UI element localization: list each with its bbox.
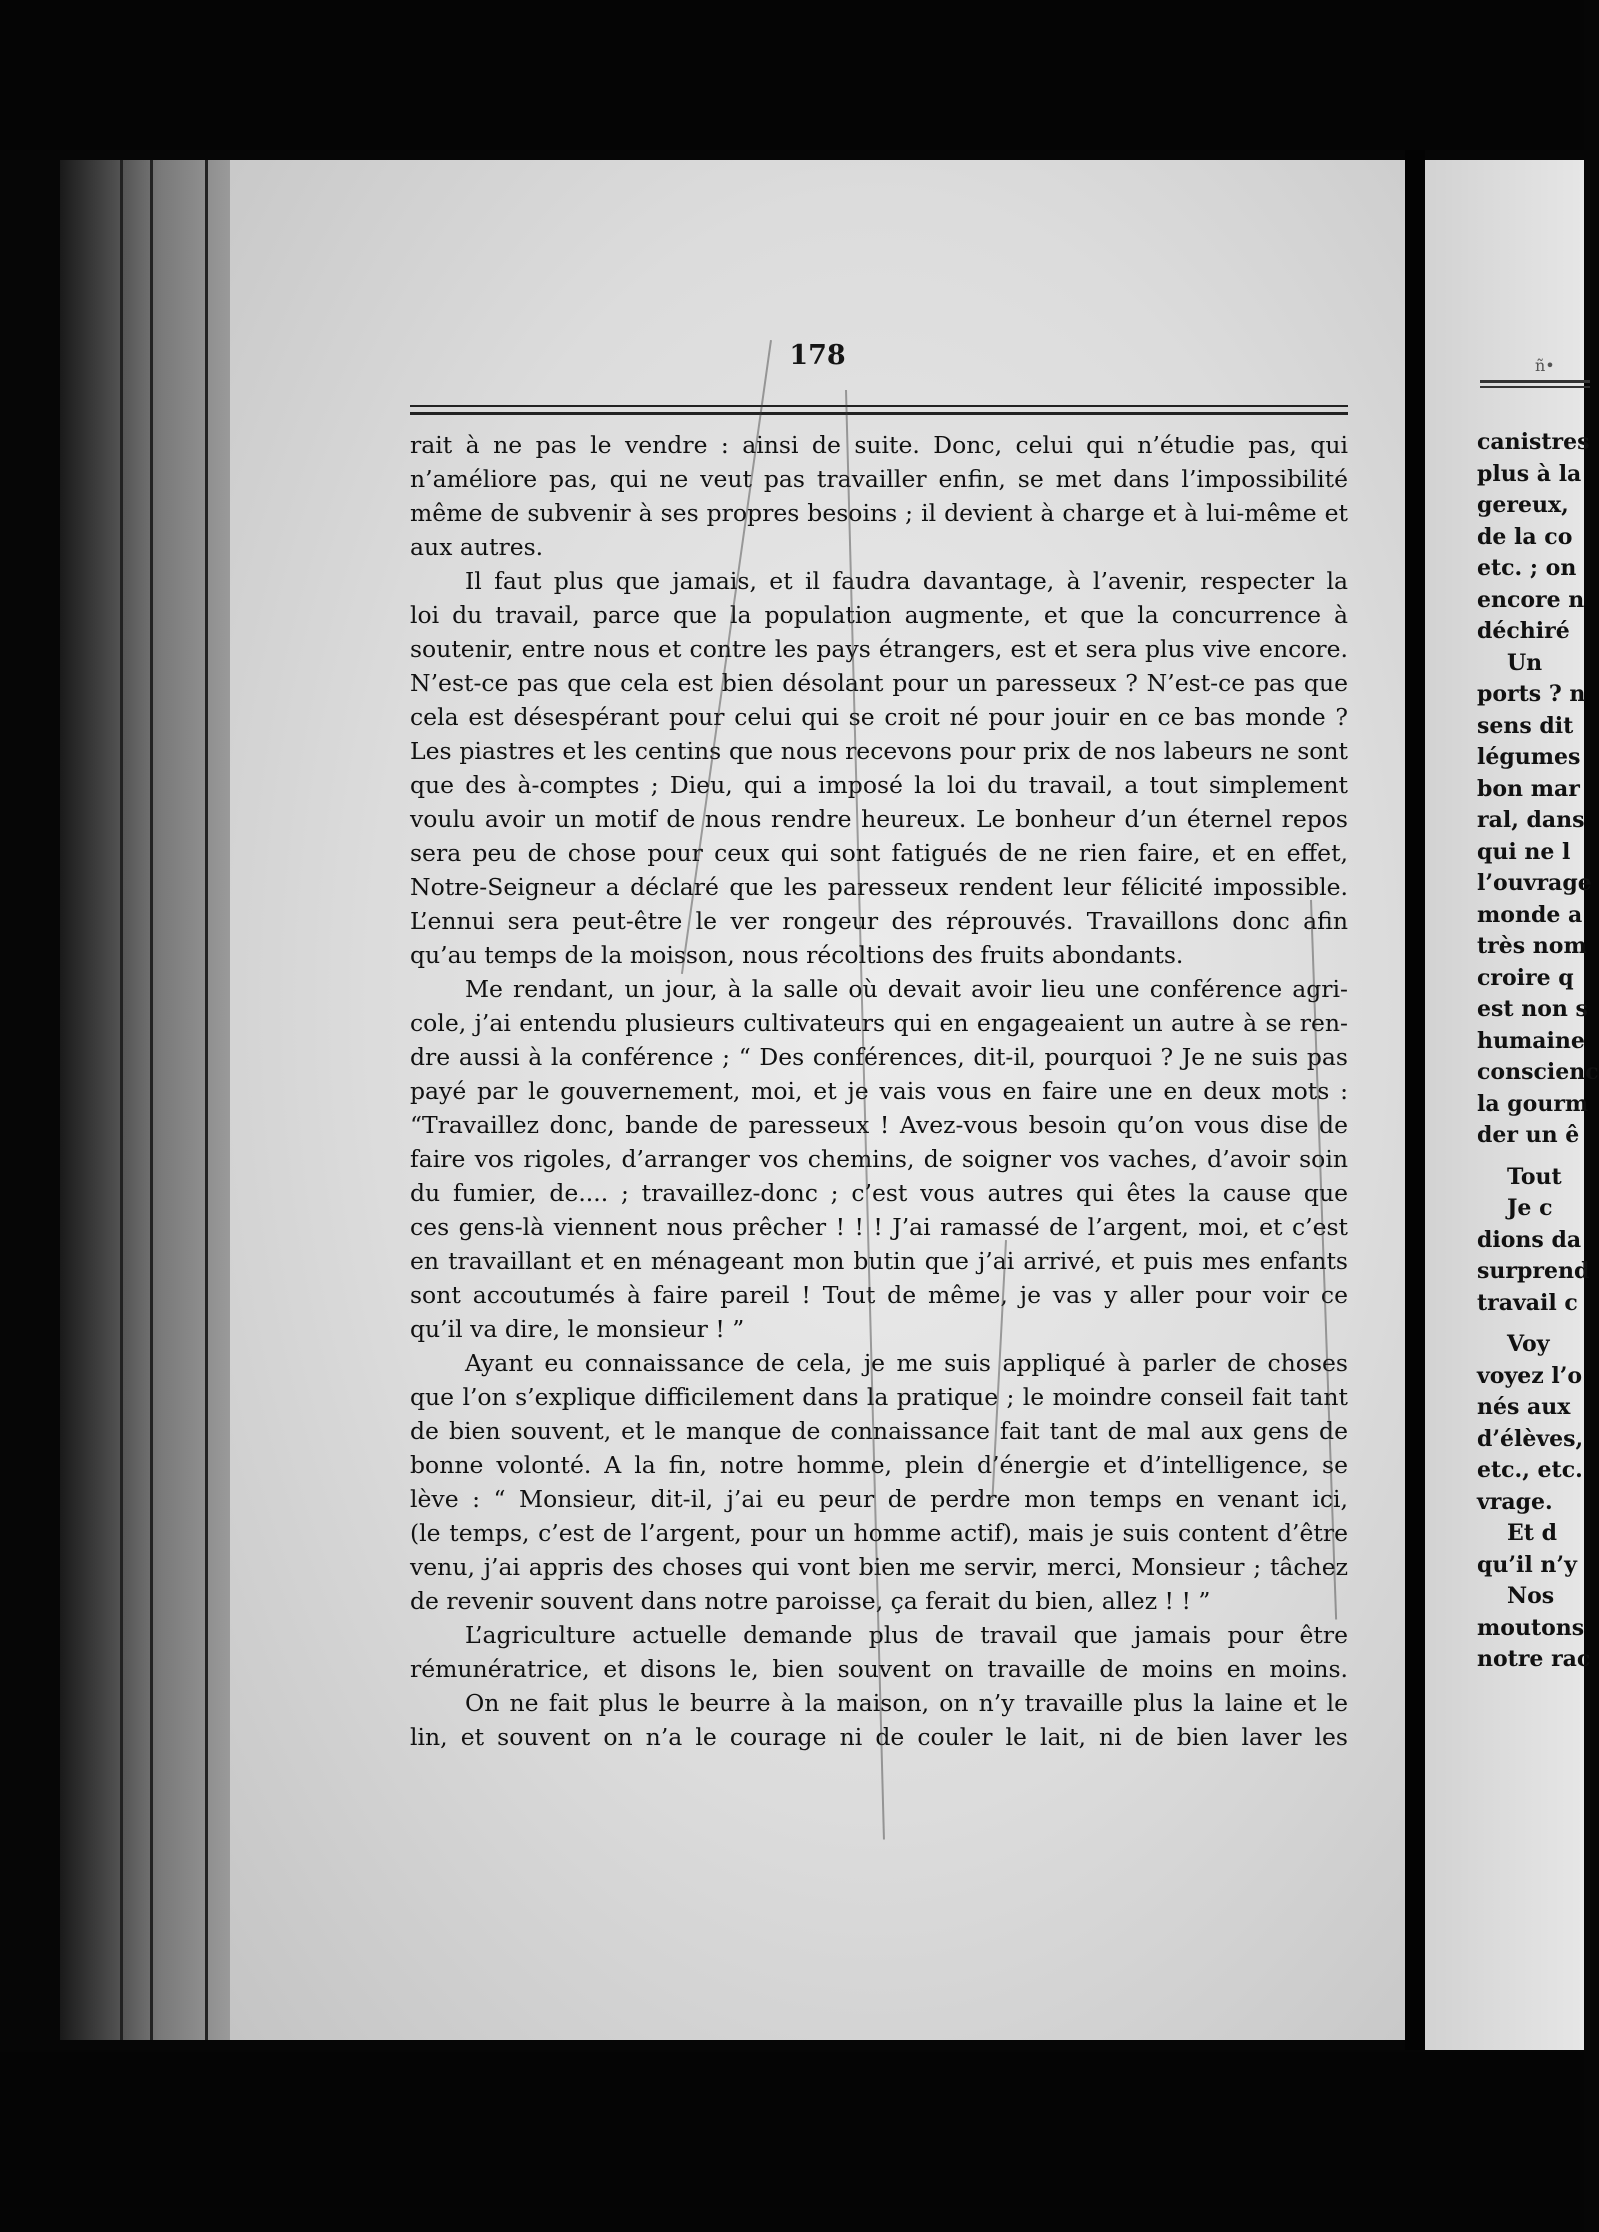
text-line-fragment: Tout [1507, 1163, 1562, 1190]
text-line-fragment: dions da [1477, 1226, 1582, 1253]
text-line-fragment: gereux, [1477, 492, 1569, 518]
scan-border-top [0, 0, 1584, 150]
text-line: cela est désespérant pour celui qui se croit né pour jouir en ce bas monde ? [410, 703, 1348, 731]
text-line: Il faut plus que jamais, et il faudra davantage, à l’avenir, respecter la [465, 567, 1348, 595]
text-line: L’agriculture actuelle demande plus de travail que jamais pour être [465, 1621, 1348, 1649]
text-line: rémunératrice, et disons le, bien souvent on travaille de moins en moins. [410, 1655, 1348, 1683]
text-line: soutenir, entre nous et contre les pays étrangers, est et sera plus vive encore. [410, 635, 1348, 663]
text-line-fragment: surprend [1477, 1258, 1590, 1284]
text-line-fragment: légumes [1477, 744, 1581, 770]
text-line-fragment: Voy [1507, 1331, 1550, 1357]
book-gutter [1405, 150, 1425, 2050]
scan-border-bottom [0, 2052, 1584, 2232]
text-line-fragment: travail c [1477, 1289, 1578, 1316]
text-line-fragment: de la co [1477, 523, 1573, 550]
page-edge-line [120, 160, 123, 2040]
text-line-fragment: qui ne l [1477, 838, 1571, 865]
header-rule [410, 405, 1348, 407]
page-edge-line [205, 160, 208, 2040]
text-line: en travaillant et en ménageant mon butin que j’ai arrivé, et puis mes enfants [410, 1247, 1348, 1275]
page-body-text [410, 428, 1348, 1754]
text-line-fragment: notre rac [1477, 1646, 1591, 1672]
text-line-fragment: est non s [1477, 996, 1588, 1022]
text-line-fragment: qu’il n’y [1477, 1551, 1577, 1578]
text-line-fragment: Et d [1507, 1520, 1557, 1546]
text-line: du fumier, de.... ; travaillez-donc ; c’est vous autres qui êtes la cause que [410, 1179, 1348, 1207]
text-line: Les piastres et les centins que nous recevons pour prix de nos labeurs ne sont [410, 737, 1348, 765]
text-line: que des à-comptes ; Dieu, qui a imposé la loi du travail, a tout simplement [410, 771, 1348, 799]
text-line-fragment: plus à la [1477, 460, 1582, 487]
text-line-fragment: etc., etc. [1477, 1457, 1583, 1483]
text-line-fragment: der un ê [1477, 1122, 1580, 1148]
text-line-fragment: vrage. [1477, 1488, 1553, 1515]
text-line-fragment: monde a [1477, 901, 1583, 928]
text-line: payé par le gouvernement, moi, et je vais vous en faire une en deux mots : [410, 1077, 1348, 1105]
text-line-fragment: etc. ; on [1477, 555, 1577, 581]
text-line: rait à ne pas le vendre : ainsi de suite. Donc, celui qui n’étudie pas, qui [410, 431, 1348, 459]
text-line: On ne fait plus le beurre à la maison, on n’y travaille plus la laine et le [465, 1689, 1348, 1717]
text-line: “Travaillez donc, bande de paresseux ! Avez-vous besoin qu’on vous dise de [410, 1111, 1348, 1139]
text-line: ces gens-là viennent nous prêcher ! ! ! J’ai ramassé de l’argent, moi, et c’est [410, 1213, 1348, 1241]
text-line: L’ennui sera peut-être le ver rongeur des réprouvés. Travaillons donc afin [410, 907, 1348, 935]
header-rule-double [410, 412, 1348, 415]
text-line: lin, et souvent on n’a le courage ni de couler le lait, ni de bien laver les [410, 1723, 1348, 1751]
text-line: N’est-ce pas que cela est bien désolant pour un paresseux ? N’est-ce pas que [410, 669, 1348, 697]
right-page-number-fragment: ñ• [1535, 356, 1555, 375]
text-line: sont accoutumés à faire pareil ! Tout de même, je vas y aller pour voir ce [410, 1281, 1348, 1309]
right-header-rule-double [1480, 386, 1590, 388]
text-line: dre aussi à la conférence ; “ Des conférences, dit-il, pourquoi ? Je ne suis pas [410, 1043, 1348, 1071]
right-page-body-text [1477, 427, 1599, 1676]
text-line-fragment: d’élèves, [1477, 1425, 1584, 1452]
text-line: qu’au temps de la moisson, nous récoltions des fruits abondants. [410, 941, 1184, 969]
left-page [230, 160, 1405, 2040]
text-line-fragment: canistres [1477, 429, 1590, 455]
text-line: loi du travail, parce que la population augmente, et que la concurrence à [410, 601, 1348, 629]
text-line: de bien souvent, et le manque de connaissance fait tant de mal aux gens de [410, 1417, 1348, 1445]
text-line-fragment: voyez l’o [1477, 1362, 1583, 1389]
text-line: Me rendant, un jour, à la salle où devait avoir lieu une conférence agri- [465, 975, 1348, 1003]
text-line: que l’on s’explique difficilement dans la pratique ; le moindre conseil fait tant [410, 1383, 1348, 1411]
text-line: aux autres. [410, 533, 544, 561]
text-line: qu’il va dire, le monsieur ! ” [410, 1315, 745, 1343]
text-line: venu, j’ai appris des choses qui vont bien me servir, merci, Monsieur ; tâchez [410, 1553, 1348, 1581]
text-line-fragment: Je c [1507, 1195, 1553, 1221]
text-line: voulu avoir un motif de nous rendre heureux. Le bonheur d’un éternel repos [410, 805, 1348, 833]
text-line: (le temps, c’est de l’argent, pour un homme actif), mais je suis content d’être [410, 1519, 1348, 1547]
text-line: lève : “ Monsieur, dit-il, j’ai eu peur de perdre mon temps en venant ici, [410, 1485, 1348, 1513]
text-line: Ayant eu connaissance de cela, je me suis appliqué à parler de choses [465, 1349, 1348, 1377]
text-line: faire vos rigoles, d’arranger vos chemins, de soigner vos vaches, d’avoir soin [410, 1145, 1348, 1173]
text-line: sera peu de chose pour ceux qui sont fatigués de ne rien faire, et en effet, [410, 839, 1348, 867]
text-line-fragment: ports ? n [1477, 681, 1586, 707]
text-line-fragment: très nom [1477, 933, 1587, 959]
text-line-fragment: déchiré [1477, 618, 1570, 644]
text-line-fragment: Un [1507, 649, 1543, 676]
text-line: même de subvenir à ses propres besoins ; il devient à charge et à lui-même et [410, 499, 1348, 527]
text-line-fragment: croire q [1477, 964, 1574, 991]
text-line-fragment: encore n [1477, 586, 1585, 613]
text-line-fragment: la gourm [1477, 1090, 1589, 1117]
text-line-fragment: conscienc [1477, 1059, 1599, 1085]
right-header-rule [1480, 380, 1590, 383]
text-line-fragment: nés aux [1477, 1394, 1571, 1420]
right-page-fragment [1425, 160, 1599, 2050]
text-line-fragment: bon mar [1477, 775, 1580, 802]
text-line-fragment: Nos [1507, 1583, 1555, 1609]
page-edge-line [150, 160, 153, 2040]
text-line-fragment: sens dit [1477, 712, 1574, 739]
text-line: Notre-Seigneur a déclaré que les paresseux rendent leur félicité impossible. [410, 873, 1348, 901]
text-line-fragment: moutons [1477, 1614, 1585, 1641]
text-line: de revenir souvent dans notre paroisse, ça ferait du bien, allez ! ! ” [410, 1587, 1211, 1615]
text-line-fragment: humaine [1477, 1027, 1585, 1054]
page-number: 178 [789, 340, 846, 371]
text-line: n’améliore pas, qui ne veut pas travailler enfin, se met dans l’impossibilité [410, 465, 1348, 493]
text-line: bonne volonté. A la fin, notre homme, plein d’énergie et d’intelligence, se [410, 1451, 1348, 1479]
text-line-fragment: ral, dans [1477, 807, 1585, 833]
text-line-fragment: l’ouvrage [1477, 870, 1592, 896]
text-line: cole, j’ai entendu plusieurs cultivateurs qui en engageaient un autre à se ren- [410, 1009, 1348, 1037]
